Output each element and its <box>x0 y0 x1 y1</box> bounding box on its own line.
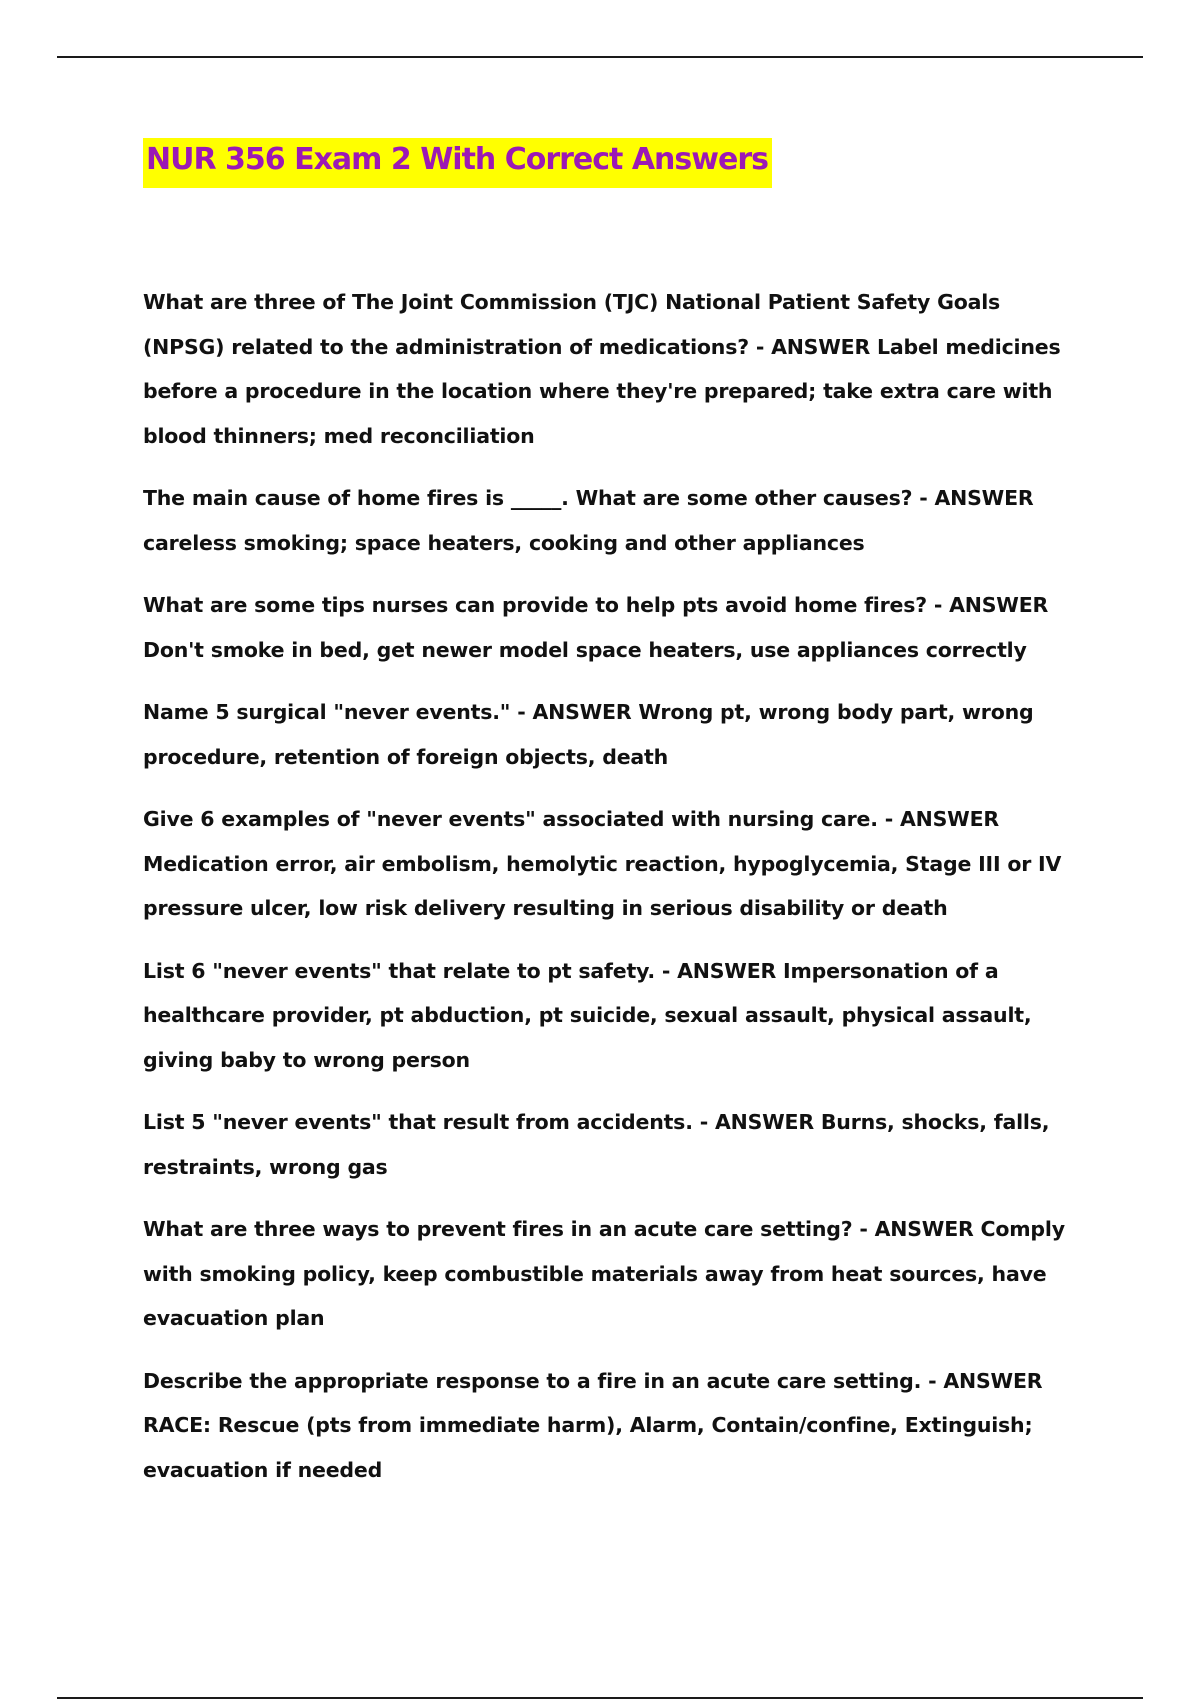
qa-item-6: List 6 "never events" that relate to pt safety. - ANSWER Impersonation of a healthcare provider, pt abduction, pt suicide, sexual assault, physical assault, giving baby to wrong person <box>143 958 1032 1072</box>
qa-list <box>143 280 1088 1492</box>
title-highlight <box>143 138 772 188</box>
top-rule <box>57 56 1143 58</box>
bottom-rule <box>57 1697 1143 1699</box>
qa-item-4: Name 5 surgical "never events." - ANSWER Wrong pt, wrong body part, wrong procedure, retention of foreign objects, death <box>143 700 1034 769</box>
qa-item-8: What are three ways to prevent fires in an acute care setting? - ANSWER Comply with smoking policy, keep combustible materials away from heat sources, have evacuation plan <box>143 1217 1065 1330</box>
qa-item-5: Give 6 examples of "never events" associated with nursing care. - ANSWER Medication error, air embolism, hemolytic reaction, hypoglycemia, Stage III or IV pressure ulcer, low risk delivery resulting in serious disability or death <box>143 807 1062 920</box>
qa-item-3: What are some tips nurses can provide to help pts avoid home fires? - ANSWER Don't smoke in bed, get newer model space heaters, use appliances correctly <box>143 593 1049 662</box>
qa-item-9: Describe the appropriate response to a fire in an acute care setting. - ANSWER RACE: Rescue (pts from immediate harm), Alarm, Contain/confine, Extinguish; evacuation if needed <box>143 1368 1043 1482</box>
qa-item-7: List 5 "never events" that result from accidents. - ANSWER Burns, shocks, falls, restraints, wrong gas <box>143 1110 1050 1179</box>
document-body <box>143 138 1088 1510</box>
document-title: NUR 356 Exam 2 With Correct Answers <box>146 142 768 177</box>
qa-item-1: What are three of The Joint Commission (TJC) National Patient Safety Goals (NPSG) related to the administration of medications? - ANSWER Label medicines before a procedure in the location where they're prepared; take extra care with blood thinners; med reconciliation <box>143 290 1061 448</box>
qa-item-2: The main cause of home fires is _____. What are some other causes? - ANSWER careless smoking; space heaters, cooking and other appliances <box>143 486 1034 555</box>
